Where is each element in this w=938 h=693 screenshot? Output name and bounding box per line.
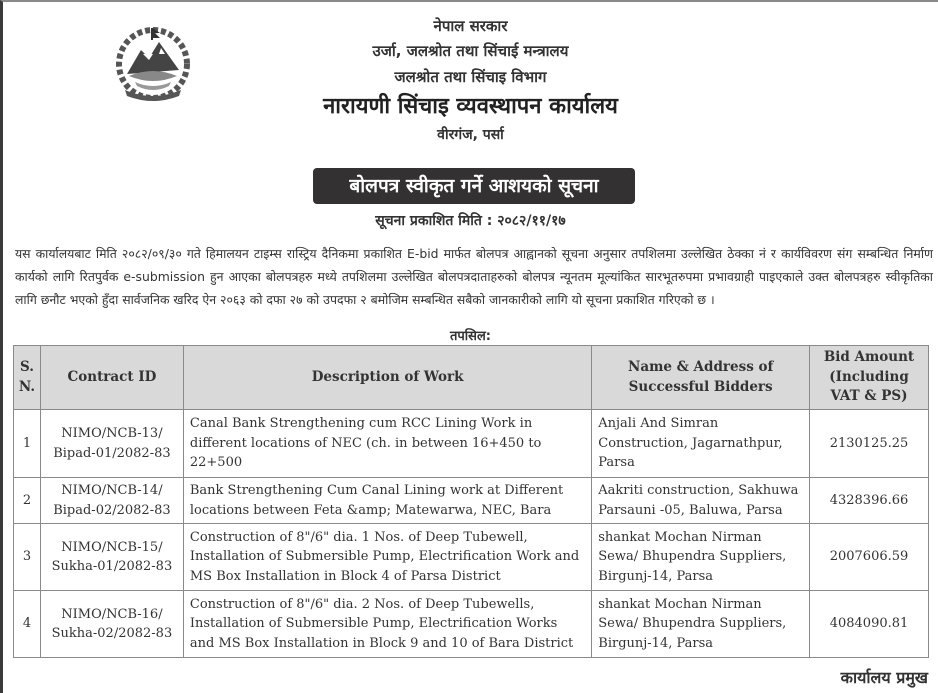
row-sn: 3: [14, 524, 41, 591]
department-name: जलश्रोत तथा सिंचाइ विभाग: [394, 68, 547, 86]
publication-date: सूचना प्रकाशित मिति : २०८२/११/१७: [375, 213, 566, 229]
header-amount: Bid Amount (Including VAT & PS): [810, 346, 929, 410]
row-contract-id: NIMO/NCB-14/ Bipad-02/2082-83: [40, 478, 183, 524]
office-chief-signature: कार्यालय प्रमुख: [840, 668, 928, 687]
header-bidder: Name & Address of Successful Bidders: [592, 346, 810, 410]
row-contract-id: NIMO/NCB-15/ Sukha-01/2082-83: [40, 524, 183, 591]
row-amount: 2130125.25: [810, 410, 929, 478]
bid-award-table: [13, 345, 929, 658]
row-contract-id: NIMO/NCB-13/ Bipad-01/2082-83: [40, 410, 183, 478]
notice-body-paragraph: यस कार्यालयबाट मिति २०८२/०९/३० गते हिमालयन टाइम्स रास्ट्रिय दैनिकमा प्रकाशित E-bid मार्फत बोलपत्र आह्वानको सूचना अनुसार तपशिलमा उल्लेखित ठेक्का नं र कार्यविवरण संग सम्बन्धित निर्माण कार्यको लागि रितपुर्वक e-submission हुन आएका बोलपत्रहरु मध्ये तपशिलमा उल्लेखित बोलपत्रदाताहरुको बोलपत्र न्यूनतम मूल्यांकित सारभूतरुपमा प्रभावग्राही पाइएकाले उक्त बोलपत्रहरु स्वीकृतिका लागि छनौट भएको हुँदा सार्वजनिक खरिद ऐन २०६३ को दफा २७ को उपदफा २ बमोजिम सम्बन्धित सबैको जानकारीको लागि यो सूचना प्रकाशित गरिएको छ ।: [15, 246, 933, 308]
row-bidder: shankat Mochan Nirman Sewa/ Bhupendra Suppliers, Birgunj-14, Parsa: [592, 591, 810, 658]
row-bidder: Anjali And Simran Construction, Jagarnathpur, Parsa: [592, 410, 810, 478]
row-amount: 4328396.66: [810, 478, 929, 524]
row-description: Canal Bank Strengthening cum RCC Lining Work in different locations of NEC (ch. in between 16+450 to 22+500: [183, 410, 591, 478]
row-sn: 1: [14, 410, 41, 478]
row-description: Construction of 8"/6" dia. 1 Nos. of Deep Tubewell, Installation of Submersible Pump, Electrification Work and MS Box Installation in Block 4 of Parsa District: [183, 524, 591, 591]
notice-title-banner: बोलपत्र स्वीकृत गर्ने आशयको सूचना: [313, 168, 635, 204]
office-name: नारायणी सिंचाइ व्यवस्थापन कार्यालय: [323, 94, 618, 119]
header-contract-id: Contract ID: [40, 346, 183, 410]
row-description: Construction of 8"/6" dia. 2 Nos. of Deep Tubewells, Installation of Submersible Pump, Electrification Works and MS Box Installation in Block 9 and 10 of Bara District: [183, 591, 591, 658]
table-row: [14, 478, 929, 524]
row-sn: 2: [14, 478, 41, 524]
ministry-name: उर्जा, जलश्रोत तथा सिंचाई मन्त्रालय: [372, 42, 569, 60]
header-sn: S. N.: [14, 346, 41, 410]
row-contract-id: NIMO/NCB-16/ Sukha-02/2082-83: [40, 591, 183, 658]
table-row: [14, 410, 929, 478]
office-location: वीरगंज, पर्सा: [437, 127, 504, 143]
table-row: [14, 524, 929, 591]
schedule-label: तपसिल:: [450, 329, 491, 344]
government-name: नेपाल सरकार: [433, 17, 508, 35]
row-description: Bank Strengthening Cum Canal Lining work at Different locations between Feta &amp; Matewarwa, NEC, Bara: [183, 478, 591, 524]
row-sn: 4: [14, 591, 41, 658]
row-amount: 2007606.59: [810, 524, 929, 591]
header-description: Description of Work: [183, 346, 591, 410]
row-amount: 4084090.81: [810, 591, 929, 658]
row-bidder: shankat Mochan Nirman Sewa/ Bhupendra Suppliers, Birgunj-14, Parsa: [592, 524, 810, 591]
row-bidder: Aakriti construction, Sakhuwa Parsauni -05, Baluwa, Parsa: [592, 478, 810, 524]
table-row: [14, 591, 929, 658]
letterhead: [3, 14, 938, 146]
table-header-row: [14, 346, 929, 410]
